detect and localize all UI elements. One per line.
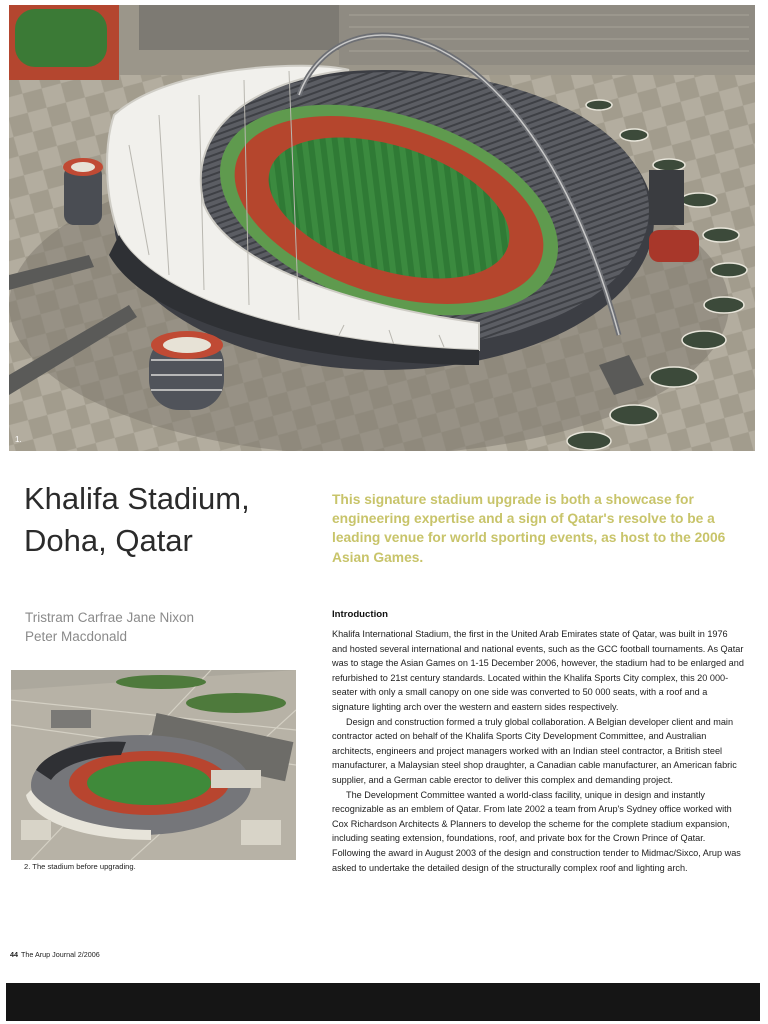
paragraph-3: The Development Committee wanted a world-class facility, unique in design and instantly recognizable as an emblem of Qatar. From late 2002 a team from Arup's Sydney office worked with Cox Richardson Architects & Planners to develop the scheme for the complete stadium expansion, including seating extension, foundations, roof, and private box for the Crown Prince of Qatar. Following the award in August 2003 of the design and construction tender to Midmac/Sixco, Arup was asked to undertake the detailed design of the structurally complex roof and lighting arch. — [332, 789, 741, 873]
stadium-before-illustration — [11, 670, 296, 860]
paragraph-2: Design and construction formed a truly global collaboration. A Belgian developer client and main contractor acted on behalf of the Khalifa Sports City Development Committee, and Australian architects, engineers and project managers worked with an Indian steel contractor, a British steel manufacturer, a Malaysian steel shop draughter, a Canadian cable manufacturer, an American fabric supplier, and a German cable erector to deliver this complex and demanding project. — [332, 716, 737, 785]
bottom-bar — [6, 983, 760, 1021]
journal-name: The Arup Journal 2/2006 — [21, 950, 100, 959]
authors-line-1: Tristram Carfrae Jane Nixon — [25, 610, 195, 625]
stadium-before-photo — [11, 670, 296, 860]
section-heading-introduction: Introduction — [332, 609, 388, 620]
article-title — [24, 478, 314, 562]
stadium-aerial-photo — [9, 5, 755, 451]
article-body — [332, 627, 744, 875]
article-lead: This signature stadium upgrade is both a showcase for engineering expertise and a sign of Qatar's resolve to be a leading venue for world sporting events, as host to the 2006 Asian Games. — [332, 492, 726, 565]
page-footer — [10, 950, 100, 959]
figure-1-number: 1. — [15, 435, 22, 444]
figure-2-caption: 2. The stadium before upgrading. — [24, 862, 136, 871]
article-authors — [25, 608, 285, 646]
title-line-2: Doha, Qatar — [24, 523, 193, 558]
paragraph-1: Khalifa International Stadium, the first in the United Arab Emirates state of Qatar, was built in 1976 and hosted several international and national events, such as the GCC football tournaments. As Qatar was to stage the Asian Games on 1-15 December 2006, however, the stadium had to be enlarged and refurbished to 21st century standards. Located within the Khalifa Sports City complex, this 20 000-seater with only a small canopy on one side was converted to 50 000 seats, with a roof and a signature lighting arch over the western and eastern sides respectively. — [332, 629, 744, 712]
stadium-aerial-illustration — [9, 5, 755, 451]
authors-line-2: Peter Macdonald — [25, 629, 128, 644]
page-number: 44 — [10, 950, 18, 959]
title-line-1: Khalifa Stadium, — [24, 481, 250, 516]
